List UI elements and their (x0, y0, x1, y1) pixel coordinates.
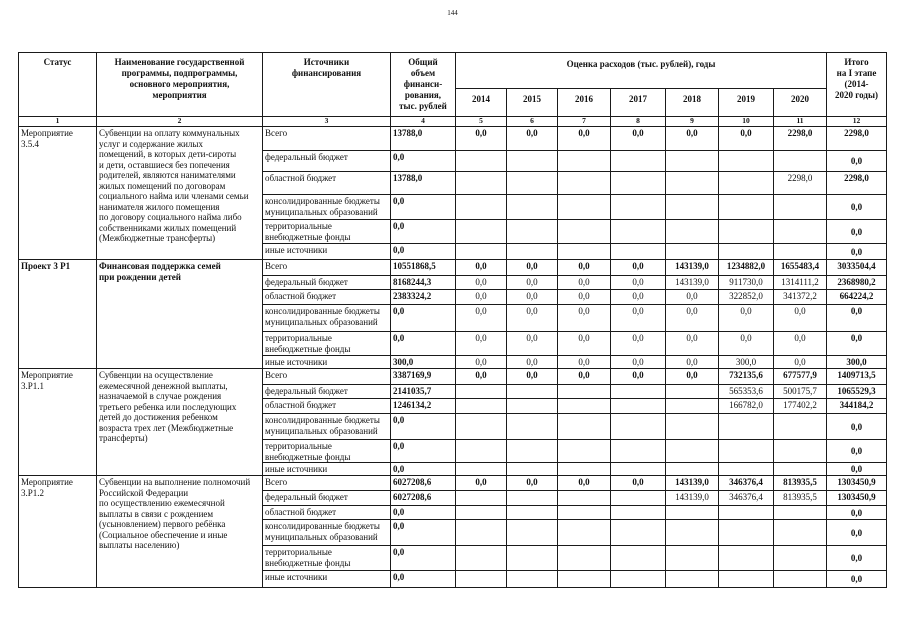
year-value-cell: 300,0 (719, 356, 774, 369)
stage-total-cell: 0,0 (827, 546, 887, 571)
funding-source-cell: Всего (263, 476, 391, 491)
total-volume-cell: 13788,0 (391, 172, 456, 195)
status-cell: Мероприятие 3.Р1.1 (19, 369, 97, 476)
year-value-cell: 0,0 (558, 290, 611, 305)
year-value-cell (719, 520, 774, 546)
column-number: 2 (97, 117, 263, 127)
year-value-cell (719, 172, 774, 195)
year-value-cell (558, 506, 611, 520)
funding-source-cell: областной бюджет (263, 399, 391, 414)
column-number: 12 (827, 117, 887, 127)
year-value-cell (558, 244, 611, 260)
year-value-cell (666, 172, 719, 195)
year-value-cell: 0,0 (558, 305, 611, 332)
year-value-cell: 0,0 (507, 356, 558, 369)
header-year: 2014 (456, 89, 507, 117)
stage-total-cell: 2368980,2 (827, 276, 887, 290)
funding-source-cell: территориальные внебюджетные фонды (263, 546, 391, 571)
stage-total-cell: 0,0 (827, 151, 887, 172)
budget-table (18, 52, 887, 588)
column-number: 5 (456, 117, 507, 127)
year-value-cell: 341372,2 (774, 290, 827, 305)
year-value-cell: 177402,2 (774, 399, 827, 414)
year-value-cell (666, 440, 719, 463)
measure-name-cell: Финансовая поддержка семей при рождении детей (97, 260, 263, 369)
year-value-cell (456, 385, 507, 399)
funding-source-cell: федеральный бюджет (263, 276, 391, 290)
total-volume-cell: 0,0 (391, 506, 456, 520)
year-value-cell (611, 195, 666, 220)
year-value-cell (456, 151, 507, 172)
funding-source-cell: федеральный бюджет (263, 151, 391, 172)
year-value-cell (507, 414, 558, 440)
year-value-cell (456, 520, 507, 546)
funding-source-cell: федеральный бюджет (263, 385, 391, 399)
year-value-cell (666, 220, 719, 244)
total-volume-cell: 0,0 (391, 305, 456, 332)
year-value-cell: 0,0 (507, 276, 558, 290)
year-value-cell: 677577,9 (774, 369, 827, 385)
year-value-cell (611, 385, 666, 399)
year-value-cell: 0,0 (558, 332, 611, 356)
year-value-cell: 732135,6 (719, 369, 774, 385)
year-value-cell (774, 546, 827, 571)
year-value-cell (507, 172, 558, 195)
year-value-cell: 0,0 (456, 476, 507, 491)
year-value-cell: 0,0 (456, 305, 507, 332)
year-value-cell: 0,0 (666, 290, 719, 305)
year-value-cell: 1314111,2 (774, 276, 827, 290)
stage-total-cell: 0,0 (827, 332, 887, 356)
total-volume-cell: 0,0 (391, 244, 456, 260)
year-value-cell: 0,0 (611, 332, 666, 356)
funding-source-cell: территориальные внебюджетные фонды (263, 220, 391, 244)
year-value-cell (611, 571, 666, 588)
year-value-cell: 0,0 (666, 127, 719, 151)
header-year: 2016 (558, 89, 611, 117)
header-measure-name: Наименование государственной программы, подпрограммы, основного мероприятия, мероприятия (97, 53, 263, 117)
year-value-cell: 346376,4 (719, 491, 774, 506)
table-row (19, 476, 887, 491)
year-value-cell: 0,0 (774, 332, 827, 356)
year-value-cell: 565353,6 (719, 385, 774, 399)
year-value-cell (507, 506, 558, 520)
column-number: 8 (611, 117, 666, 127)
year-value-cell (558, 571, 611, 588)
total-volume-cell: 0,0 (391, 332, 456, 356)
stage-total-cell: 0,0 (827, 520, 887, 546)
year-value-cell: 0,0 (558, 127, 611, 151)
year-value-cell: 0,0 (666, 332, 719, 356)
year-value-cell (456, 172, 507, 195)
year-value-cell (774, 440, 827, 463)
year-value-cell (774, 571, 827, 588)
year-value-cell: 0,0 (456, 369, 507, 385)
year-value-cell (666, 506, 719, 520)
stage-total-cell: 0,0 (827, 571, 887, 588)
table-body (19, 127, 887, 588)
year-value-cell (507, 151, 558, 172)
year-value-cell (456, 399, 507, 414)
year-value-cell: 0,0 (611, 127, 666, 151)
year-value-cell (774, 195, 827, 220)
total-volume-cell: 0,0 (391, 414, 456, 440)
year-value-cell: 2298,0 (774, 127, 827, 151)
total-volume-cell: 300,0 (391, 356, 456, 369)
column-number: 3 (263, 117, 391, 127)
year-value-cell: 0,0 (774, 356, 827, 369)
column-number: 6 (507, 117, 558, 127)
year-value-cell: 0,0 (611, 290, 666, 305)
year-value-cell: 0,0 (507, 476, 558, 491)
year-value-cell: 1234882,0 (719, 260, 774, 276)
year-value-cell: 0,0 (719, 332, 774, 356)
year-value-cell (611, 506, 666, 520)
year-value-cell (558, 399, 611, 414)
total-volume-cell: 8168244,3 (391, 276, 456, 290)
year-value-cell (507, 491, 558, 506)
funding-source-cell: областной бюджет (263, 290, 391, 305)
status-cell: Мероприятие 3.5.4 (19, 127, 97, 260)
year-value-cell (611, 546, 666, 571)
total-volume-cell: 0,0 (391, 195, 456, 220)
year-value-cell (666, 151, 719, 172)
stage-total-cell: 0,0 (827, 195, 887, 220)
funding-source-cell: консолидированные бюджеты муниципальных образований (263, 414, 391, 440)
year-value-cell (558, 414, 611, 440)
funding-source-cell: областной бюджет (263, 172, 391, 195)
year-value-cell (719, 440, 774, 463)
year-value-cell: 166782,0 (719, 399, 774, 414)
year-value-cell (611, 220, 666, 244)
year-value-cell: 1655483,4 (774, 260, 827, 276)
year-value-cell: 0,0 (558, 476, 611, 491)
stage-total-cell: 1065529,3 (827, 385, 887, 399)
year-value-cell (507, 220, 558, 244)
total-volume-cell: 6027208,6 (391, 476, 456, 491)
table-header (19, 53, 887, 127)
year-value-cell: 0,0 (507, 260, 558, 276)
year-value-cell: 0,0 (558, 356, 611, 369)
table-row (19, 127, 887, 151)
funding-source-cell: консолидированные бюджеты муниципальных образований (263, 520, 391, 546)
year-value-cell (611, 463, 666, 476)
funding-source-cell: областной бюджет (263, 506, 391, 520)
year-value-cell: 0,0 (456, 290, 507, 305)
funding-source-cell: иные источники (263, 571, 391, 588)
year-value-cell (666, 463, 719, 476)
year-value-cell (719, 220, 774, 244)
year-value-cell (774, 244, 827, 260)
total-volume-cell: 0,0 (391, 220, 456, 244)
funding-source-cell: иные источники (263, 244, 391, 260)
column-number: 10 (719, 117, 774, 127)
year-value-cell: 813935,5 (774, 476, 827, 491)
year-value-cell: 0,0 (611, 276, 666, 290)
year-value-cell: 0,0 (611, 476, 666, 491)
status-cell: Проект 3 Р1 (19, 260, 97, 369)
year-value-cell (774, 414, 827, 440)
year-value-cell (558, 520, 611, 546)
year-value-cell (456, 220, 507, 244)
total-volume-cell: 0,0 (391, 151, 456, 172)
stage-total-cell: 0,0 (827, 220, 887, 244)
year-value-cell: 0,0 (456, 332, 507, 356)
year-value-cell: 0,0 (611, 369, 666, 385)
funding-source-cell: иные источники (263, 356, 391, 369)
year-value-cell (719, 463, 774, 476)
year-value-cell (719, 244, 774, 260)
measure-name-cell: Субвенции на оплату коммунальных услуг и содержание жилых помещений, в которых дети-сироты и дети, оставшиеся без попечения родителей, являются нанимателями жилых помещений по договорам социального найма или членами семьи нанимателя жилого помещения по договору социального найма либо собственниками жилых помещений (Межбюджетные трансферты) (97, 127, 263, 260)
header-row (19, 53, 887, 89)
table-row (19, 369, 887, 385)
header-status: Статус (19, 53, 97, 117)
year-value-cell: 813935,5 (774, 491, 827, 506)
funding-source-cell: территориальные внебюджетные фонды (263, 440, 391, 463)
stage-total-cell: 0,0 (827, 440, 887, 463)
stage-total-cell: 300,0 (827, 356, 887, 369)
stage-total-cell: 0,0 (827, 463, 887, 476)
year-value-cell (558, 491, 611, 506)
year-value-cell: 0,0 (456, 260, 507, 276)
year-value-cell: 143139,0 (666, 276, 719, 290)
year-value-cell: 0,0 (666, 305, 719, 332)
funding-source-cell: консолидированные бюджеты муниципальных образований (263, 305, 391, 332)
year-value-cell (719, 414, 774, 440)
funding-source-cell: федеральный бюджет (263, 491, 391, 506)
year-value-cell (456, 546, 507, 571)
column-number: 4 (391, 117, 456, 127)
year-value-cell (558, 151, 611, 172)
year-value-cell (666, 244, 719, 260)
year-value-cell (456, 195, 507, 220)
measure-name-cell: Субвенции на осуществление ежемесячной денежной выплаты, назначаемой в случае рождения третьего ребенка или последующих детей до достижения ребенком возраста трех лет (Межбюджетные трансферты) (97, 369, 263, 476)
year-value-cell (456, 244, 507, 260)
year-value-cell: 0,0 (774, 305, 827, 332)
year-value-cell (719, 546, 774, 571)
year-value-cell (774, 520, 827, 546)
year-value-cell: 143139,0 (666, 260, 719, 276)
year-value-cell: 0,0 (507, 332, 558, 356)
year-value-cell: 0,0 (558, 260, 611, 276)
column-number: 11 (774, 117, 827, 127)
year-value-cell: 0,0 (456, 127, 507, 151)
year-value-cell: 0,0 (611, 356, 666, 369)
year-value-cell (774, 463, 827, 476)
year-value-cell (774, 151, 827, 172)
year-value-cell: 0,0 (611, 305, 666, 332)
year-value-cell (611, 520, 666, 546)
year-value-cell: 143139,0 (666, 476, 719, 491)
total-volume-cell: 0,0 (391, 463, 456, 476)
year-value-cell: 0,0 (611, 260, 666, 276)
year-value-cell: 500175,7 (774, 385, 827, 399)
year-value-cell (611, 151, 666, 172)
year-value-cell (456, 463, 507, 476)
year-value-cell (558, 463, 611, 476)
year-value-cell (611, 414, 666, 440)
stage-total-cell: 344184,2 (827, 399, 887, 414)
year-value-cell (774, 220, 827, 244)
year-value-cell (558, 440, 611, 463)
year-value-cell (719, 506, 774, 520)
funding-source-cell: Всего (263, 369, 391, 385)
year-value-cell: 0,0 (456, 356, 507, 369)
funding-source-cell: иные источники (263, 463, 391, 476)
year-value-cell (719, 571, 774, 588)
year-value-cell (456, 440, 507, 463)
year-value-cell: 346376,4 (719, 476, 774, 491)
funding-source-cell: территориальные внебюджетные фонды (263, 332, 391, 356)
column-number: 7 (558, 117, 611, 127)
stage-total-cell: 3033504,4 (827, 260, 887, 276)
year-value-cell (611, 399, 666, 414)
year-value-cell (456, 571, 507, 588)
stage-total-cell: 1303450,9 (827, 476, 887, 491)
year-value-cell (611, 172, 666, 195)
year-value-cell (456, 414, 507, 440)
year-value-cell (666, 195, 719, 220)
year-value-cell (507, 546, 558, 571)
stage-total-cell: 664224,2 (827, 290, 887, 305)
total-volume-cell: 10551868,5 (391, 260, 456, 276)
funding-source-cell: консолидированные бюджеты муниципальных образований (263, 195, 391, 220)
year-value-cell: 322852,0 (719, 290, 774, 305)
year-value-cell (507, 244, 558, 260)
header-year: 2020 (774, 89, 827, 117)
year-value-cell (456, 506, 507, 520)
year-value-cell (666, 399, 719, 414)
year-value-cell (507, 399, 558, 414)
year-value-cell (507, 195, 558, 220)
year-value-cell: 0,0 (666, 369, 719, 385)
total-volume-cell: 3387169,9 (391, 369, 456, 385)
header-year: 2017 (611, 89, 666, 117)
year-value-cell (666, 571, 719, 588)
year-value-cell: 0,0 (558, 369, 611, 385)
header-expense-estimate: Оценка расходов (тыс. рублей), годы (456, 53, 827, 89)
header-funding-sources: Источники финансирования (263, 53, 391, 117)
total-volume-cell: 1246134,2 (391, 399, 456, 414)
stage-total-cell: 0,0 (827, 414, 887, 440)
total-volume-cell: 6027208,6 (391, 491, 456, 506)
total-volume-cell: 0,0 (391, 571, 456, 588)
year-value-cell: 0,0 (456, 276, 507, 290)
year-value-cell (666, 414, 719, 440)
year-value-cell (774, 506, 827, 520)
table-row (19, 260, 887, 276)
year-value-cell (611, 244, 666, 260)
stage-total-cell: 1409713,5 (827, 369, 887, 385)
total-volume-cell: 0,0 (391, 546, 456, 571)
year-value-cell: 0,0 (719, 305, 774, 332)
year-value-cell (507, 440, 558, 463)
total-volume-cell: 13788,0 (391, 127, 456, 151)
measure-name-cell: Субвенции на выполнение полномочий Российской Федерации по осуществлению ежемесячной выплаты в связи с рождением (усыновлением) первого ребёнка (Социальное обеспечение и иные выплаты населению) (97, 476, 263, 588)
year-value-cell: 0,0 (507, 305, 558, 332)
year-value-cell: 143139,0 (666, 491, 719, 506)
column-number: 1 (19, 117, 97, 127)
year-value-cell (666, 520, 719, 546)
header-total-volume: Общий объем финанси- рования, тыс. рублей (391, 53, 456, 117)
stage-total-cell: 0,0 (827, 506, 887, 520)
year-value-cell (507, 385, 558, 399)
header-year: 2018 (666, 89, 719, 117)
year-value-cell (719, 195, 774, 220)
stage-total-cell: 1303450,9 (827, 491, 887, 506)
year-value-cell: 0,0 (558, 276, 611, 290)
year-value-cell (507, 571, 558, 588)
funding-source-cell: Всего (263, 260, 391, 276)
header-year: 2015 (507, 89, 558, 117)
year-value-cell (507, 463, 558, 476)
year-value-cell: 2298,0 (774, 172, 827, 195)
year-value-cell (558, 220, 611, 244)
year-value-cell (558, 172, 611, 195)
stage-total-cell: 2298,0 (827, 127, 887, 151)
year-value-cell (666, 546, 719, 571)
year-value-cell (558, 385, 611, 399)
header-year: 2019 (719, 89, 774, 117)
year-value-cell: 0,0 (719, 127, 774, 151)
year-value-cell: 0,0 (507, 369, 558, 385)
header-stage-total: Итого на I этапе (2014- 2020 годы) (827, 53, 887, 117)
year-value-cell: 0,0 (507, 127, 558, 151)
funding-source-cell: Всего (263, 127, 391, 151)
year-value-cell (611, 491, 666, 506)
total-volume-cell: 0,0 (391, 440, 456, 463)
year-value-cell (456, 491, 507, 506)
year-value-cell (666, 385, 719, 399)
year-value-cell (558, 195, 611, 220)
column-number-row (19, 117, 887, 127)
year-value-cell (558, 546, 611, 571)
year-value-cell (507, 520, 558, 546)
year-value-cell: 911730,0 (719, 276, 774, 290)
total-volume-cell: 0,0 (391, 520, 456, 546)
year-value-cell (611, 440, 666, 463)
page-number: 144 (447, 9, 458, 17)
stage-total-cell: 0,0 (827, 305, 887, 332)
year-value-cell: 0,0 (666, 356, 719, 369)
stage-total-cell: 2298,0 (827, 172, 887, 195)
stage-total-cell: 0,0 (827, 244, 887, 260)
year-value-cell (719, 151, 774, 172)
total-volume-cell: 2141035,7 (391, 385, 456, 399)
column-number: 9 (666, 117, 719, 127)
status-cell: Мероприятие 3.Р1.2 (19, 476, 97, 588)
total-volume-cell: 2383324,2 (391, 290, 456, 305)
year-value-cell: 0,0 (507, 290, 558, 305)
